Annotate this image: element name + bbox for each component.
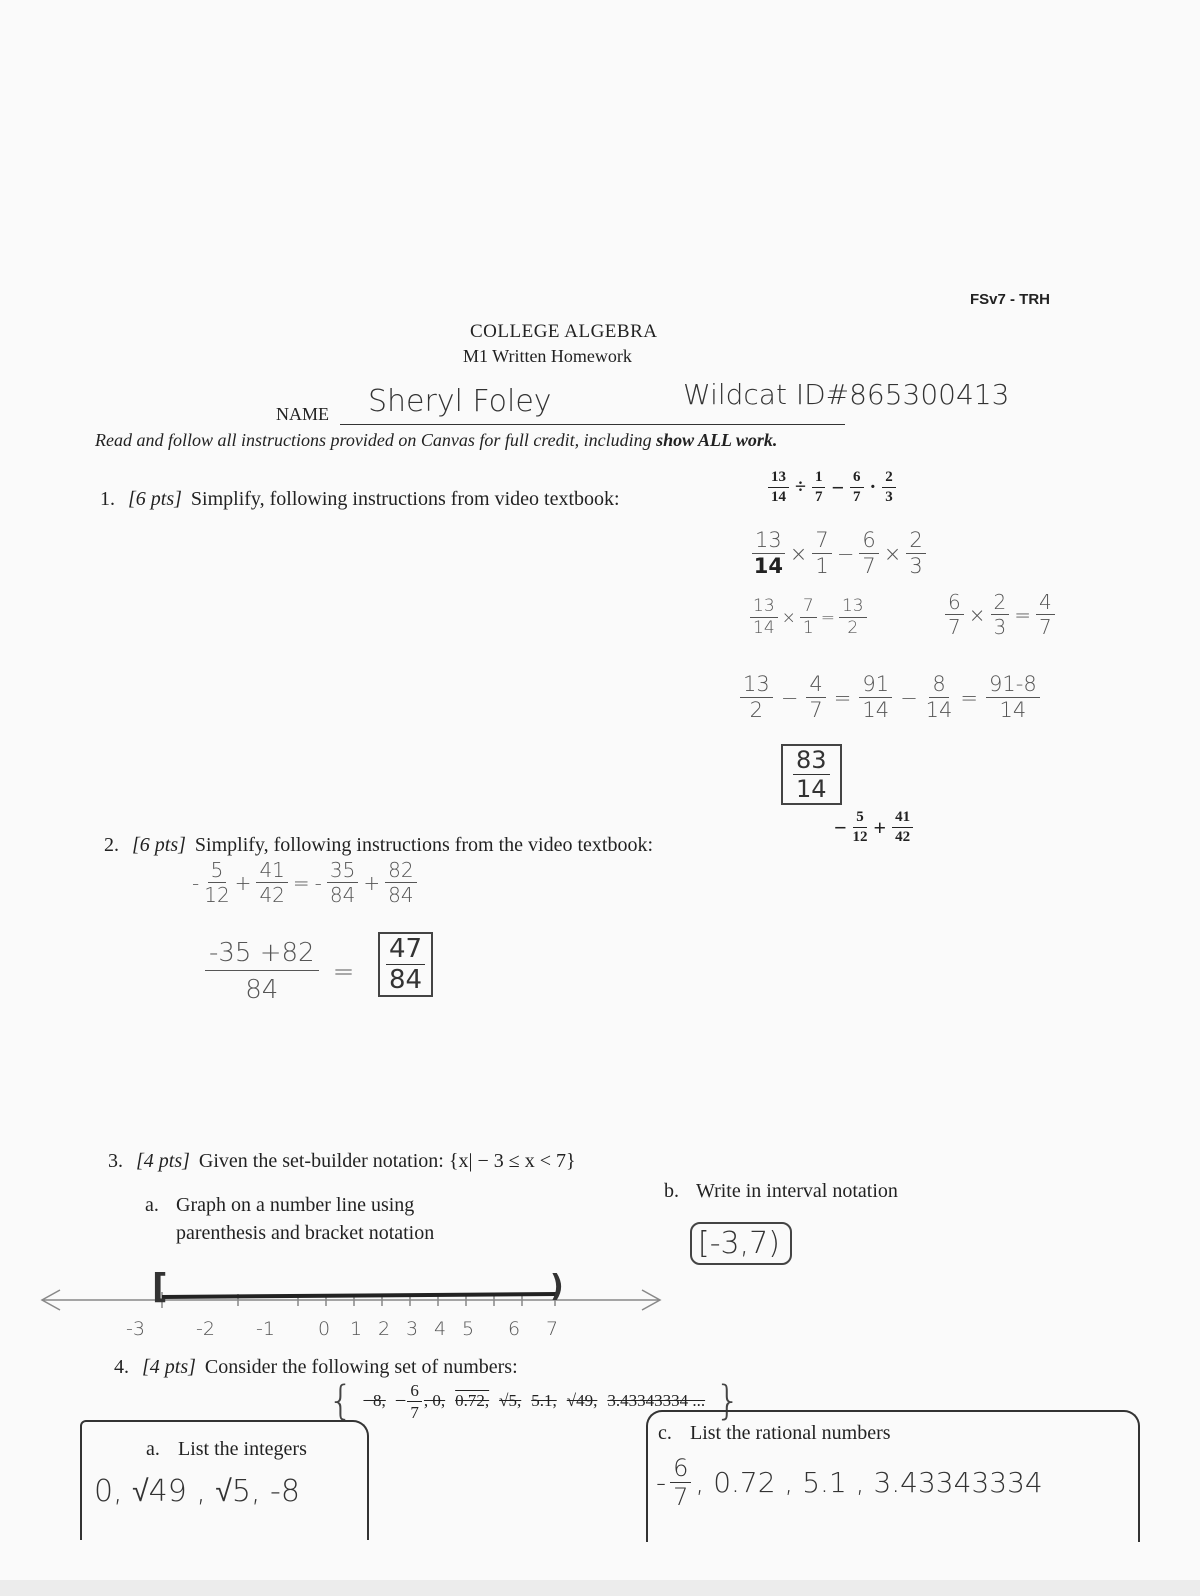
name-underline xyxy=(340,424,845,425)
instructions-bold: show ALL work. xyxy=(656,430,778,450)
instructions-text xyxy=(95,430,777,451)
number-line-labels: -3 -2 -1 0 1 2 3 4 5 6 7 xyxy=(126,1318,559,1340)
number-line-paren: ) xyxy=(550,1269,564,1304)
q1-points: [6 pts] xyxy=(128,488,182,510)
q3b-label: b. xyxy=(664,1180,679,1202)
q4c-label: c. xyxy=(658,1422,672,1444)
q4-number: 4. xyxy=(114,1356,129,1378)
q3b-answer-box: [-3,7) xyxy=(690,1222,792,1265)
q2-work-line1: - $\frac{5}{12}$ + $\frac{41}{42}$ = - $\frac{35}{84}$ + $\frac{82}{84}$ xyxy=(192,860,417,905)
q1-answer-numerator: 83 xyxy=(793,748,830,775)
q1-work-line2b: $\frac{6}{7}$ × $\frac{2}{3}$ = $\frac{4}{7}$ xyxy=(945,592,1055,637)
q4a-label: a. xyxy=(146,1438,160,1460)
number-line-bracket: [ xyxy=(152,1267,168,1307)
q1-answer-denominator: 14 xyxy=(796,775,827,803)
q1-work-line3: $\frac{13}{2}$ − $\frac{4}{7}$ = $\frac{91}{14}$ − $\frac{8}{14}$ = $\frac{91-8}{14}$ xyxy=(740,674,1040,721)
q3a-text-line2: parenthesis and bracket notation xyxy=(176,1222,435,1244)
q2-answer-denominator: 84 xyxy=(389,965,423,995)
q4c-text: List the rational numbers xyxy=(690,1422,891,1444)
assignment-title: M1 Written Homework xyxy=(463,346,632,366)
q2-answer-box xyxy=(378,932,433,997)
q2-work-line2: $\frac{-35 +82}{84}$ = xyxy=(205,940,354,1003)
q2-text: Simplify, following instructions from the video textbook: xyxy=(194,834,654,856)
q4-number-set: { −8, − $\frac{6}{7}$ , 0, 0.72, √5, 5.1, √49, 3.43343334 ... } xyxy=(328,1378,741,1424)
name-label: NAME xyxy=(276,404,329,424)
q1-number: 1. xyxy=(100,488,115,510)
q1-expression: $\frac{13}{14}$ ÷ $\frac{1}{7}$ − $\frac{6}{7}$ · $\frac{2}{3}$ xyxy=(768,470,896,505)
q3-text: Given the set-builder notation: {x| − 3 ≤ x < 7} xyxy=(198,1150,576,1172)
q1-work-line2a: $\frac{13}{14}$ × $\frac{7}{1}$ = $\frac{13}{2}$ xyxy=(750,598,867,637)
form-code: FSv7 - TRH xyxy=(970,291,1051,308)
q3-prompt xyxy=(108,1150,576,1173)
q3a-label: a. xyxy=(145,1194,159,1216)
q1-text: Simplify, following instructions from video textbook: xyxy=(190,488,620,510)
q4c-answer-area xyxy=(646,1410,1140,1542)
q2-answer-numerator: 47 xyxy=(386,936,425,965)
q3a-text-line1: Graph on a number line using xyxy=(176,1194,415,1216)
student-id: Wildcat ID#865300413 xyxy=(683,378,1010,411)
q4-text: Consider the following set of numbers: xyxy=(204,1356,518,1378)
q3b-text: Write in interval notation xyxy=(696,1180,898,1202)
q4a-text: List the integers xyxy=(178,1438,307,1460)
q2-number: 2. xyxy=(104,834,119,856)
q2-expression: − $\frac{5}{12}$ + $\frac{41}{42}$ xyxy=(834,810,913,845)
q4-points: [4 pts] xyxy=(142,1356,196,1378)
q2-prompt xyxy=(104,834,653,857)
q1-answer-box xyxy=(781,744,842,805)
instructions-main: Read and follow all instructions provided on Canvas for full credit, including xyxy=(95,430,657,450)
q3-points: [4 pts] xyxy=(136,1150,190,1172)
q4a-answer-area xyxy=(80,1420,369,1540)
course-title: COLLEGE ALGEBRA xyxy=(470,321,658,342)
q1-prompt xyxy=(100,488,620,511)
student-name: Sheryl Foley xyxy=(368,384,552,419)
q1-work-line1: $\frac{13}{14}$ × $\frac{7}{1}$ − $\frac{6}{7}$ × $\frac{2}{3}$ xyxy=(752,530,926,577)
q4a-answer: 0, √49 , √5, -8 xyxy=(94,1474,300,1509)
q4c-answer: - $\frac{6}{7}$ , 0.72 , 5.1 , 3.43343334 xyxy=(656,1454,1043,1511)
q3-number: 3. xyxy=(108,1150,123,1172)
q2-points: [6 pts] xyxy=(132,834,186,856)
q4-prompt xyxy=(114,1356,518,1379)
